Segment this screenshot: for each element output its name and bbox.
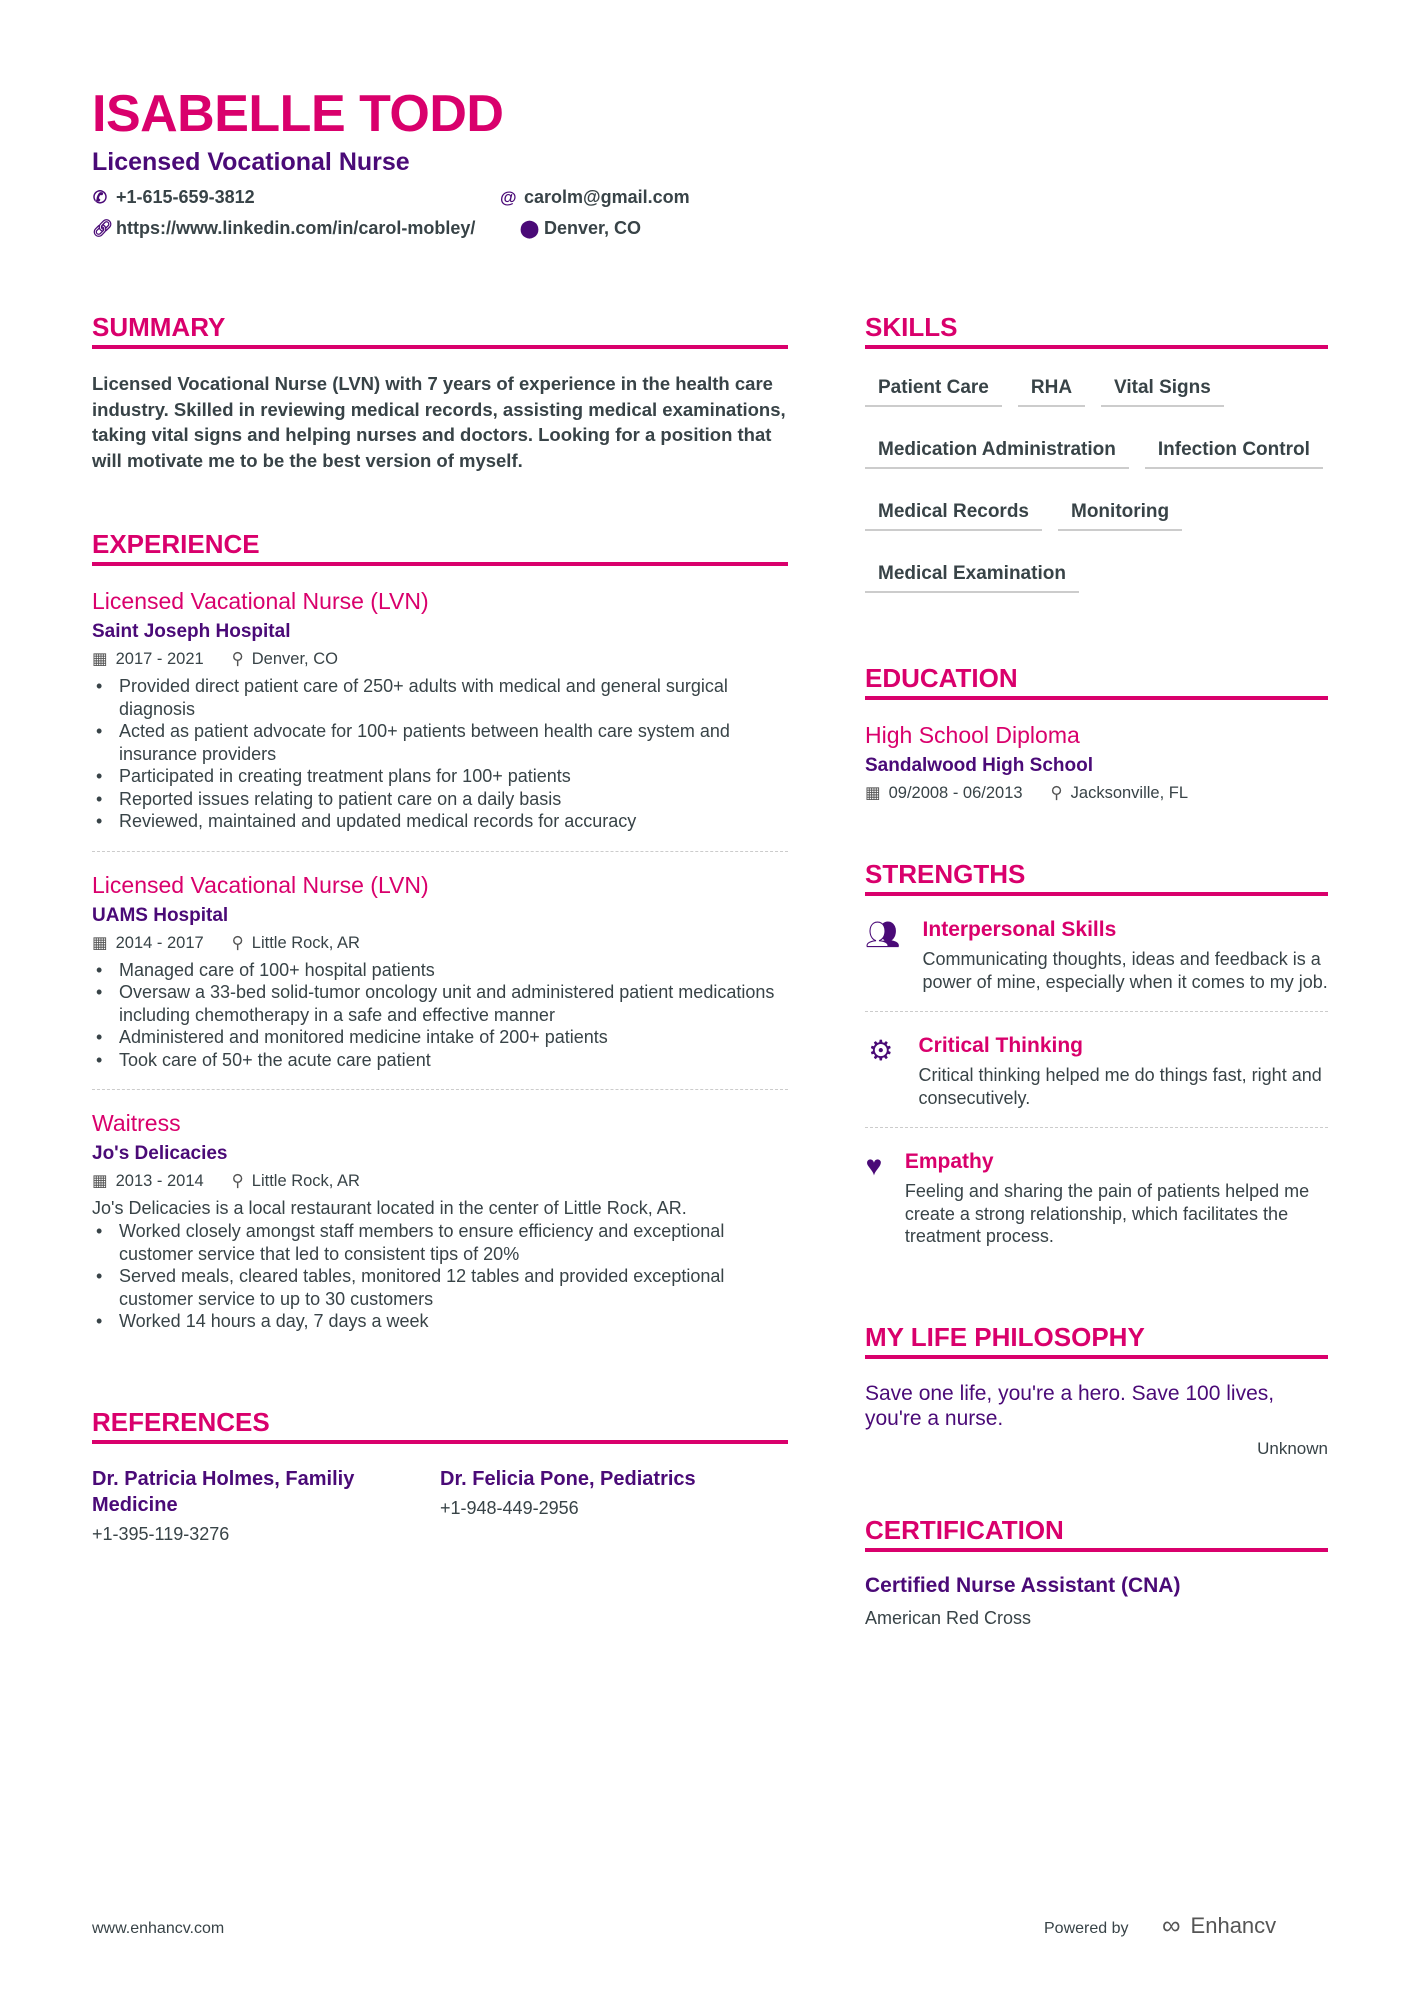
education-location: [1051, 783, 1188, 803]
section-heading: EXPERIENCE: [92, 529, 788, 566]
job-description: Jo's Delicacies is a local restaurant located in the center of Little Rock, AR.: [92, 1198, 687, 1218]
footer-powered-by: Powered by: [1044, 1920, 1129, 1937]
skill-tag: Vital Signs: [1101, 371, 1224, 407]
users-icon: 👥︎: [865, 919, 901, 950]
dates-text: 2014 - 2017: [115, 933, 204, 952]
references-section: [92, 1407, 788, 1545]
job-bullet: • Provided direct patient care of 250+ adults with medical and general surgical diagnosis: [92, 675, 788, 720]
reference-name: Dr. Patricia Holmes, Familiy Medicine: [92, 1467, 355, 1516]
degree: High School Diploma: [865, 722, 1080, 748]
email-text[interactable]: carolm@gmail.com: [524, 187, 690, 207]
strength-title: Empathy: [904, 1150, 994, 1173]
job-bullet: • Managed care of 100+ hospital patients: [92, 959, 788, 982]
section-heading: SKILLS: [865, 312, 1328, 349]
reference-item: [440, 1466, 788, 1545]
education-section: [865, 663, 1328, 803]
calendar-icon: ▦: [92, 933, 108, 952]
philosophy-quote: Save one life, you're a hero. Save 100 lives, you're a nurse.: [865, 1381, 1275, 1430]
skill-tag: Medication Administration: [865, 433, 1129, 469]
summary-section: [92, 312, 788, 473]
location-text: Denver, CO: [544, 218, 642, 238]
job-dates: [92, 1171, 204, 1191]
enhancv-logo[interactable]: [1162, 1910, 1276, 1941]
phone-icon: ✆: [92, 187, 108, 207]
skill-tag: Medical Records: [865, 495, 1042, 531]
reference-item: [92, 1466, 440, 1545]
job-title: Waitress: [92, 1110, 181, 1136]
experience-section: [92, 529, 788, 1351]
calendar-icon: ▦: [92, 1172, 108, 1190]
job-bullet: • Worked 14 hours a day, 7 days a week: [92, 1310, 788, 1333]
calendar-icon: ▦: [865, 784, 881, 802]
job-entry: [92, 588, 788, 852]
job-bullet: • Served meals, cleared tables, monitored 12 tables and provided exceptional customer service to up to 30 customers: [92, 1265, 788, 1310]
certification-issuer: American Red Cross: [865, 1607, 1032, 1628]
job-bullet: • Took care of 50+ the acute care patient: [92, 1049, 788, 1072]
location-text: Little Rock, AR: [251, 933, 360, 952]
section-heading: MY LIFE PHILOSOPHY: [865, 1322, 1328, 1359]
skills-section: [865, 312, 1328, 593]
company: UAMS Hospital: [92, 904, 229, 926]
skill-tag: Infection Control: [1145, 433, 1323, 469]
reference-phone: +1-948-449-2956: [440, 1497, 579, 1518]
location-pin-icon: ⚲: [1050, 784, 1063, 802]
strength-text: Critical thinking helped me do things fast, right and consecutively.: [918, 1065, 1322, 1108]
philosophy-author: Unknown: [1257, 1438, 1328, 1458]
skill-tag: RHA: [1018, 371, 1085, 407]
dates-text: 2017 - 2021: [115, 650, 204, 668]
phone-text: +1-615-659-3812: [116, 187, 255, 207]
company: Jo's Delicacies: [92, 1143, 228, 1164]
job-bullet: • Reported issues relating to patient care on a daily basis: [92, 788, 788, 811]
link-icon: 🔗︎: [92, 218, 114, 238]
section-heading: CERTIFICATION: [865, 1515, 1328, 1552]
education-dates: [865, 783, 1023, 803]
philosophy-section: [865, 1322, 1328, 1459]
job-location: [232, 649, 338, 669]
skill-tag: Medical Examination: [865, 557, 1079, 593]
job-bullet: • Participated in creating treatment plans for 100+ patients: [92, 765, 788, 788]
job-bullet: • Administered and monitored medicine intake of 200+ patients: [92, 1026, 788, 1049]
location-text: Little Rock, AR: [251, 1172, 360, 1190]
job-location: [232, 933, 360, 953]
job-bullet: • Acted as patient advocate for 100+ patients between health care system and insurance providers: [92, 720, 788, 765]
location-text: Denver, CO: [251, 650, 338, 668]
job-title: Licensed Vacational Nurse (LVN): [92, 871, 429, 898]
job-bullet: • Worked closely amongst staff members to ensure efficiency and exceptional customer service that led to consistent tips of 20%: [92, 1220, 788, 1265]
job-entry: [92, 1110, 788, 1351]
section-heading: SUMMARY: [92, 312, 788, 349]
gears-icon: ⚙: [868, 1035, 894, 1066]
school: Sandalwood High School: [865, 755, 1093, 776]
strength-item: [865, 1034, 1328, 1128]
strength-text: Feeling and sharing the pain of patients helped me create a strong relationship, which facilitates the treatment process.: [904, 1181, 1310, 1246]
certification-section: [865, 1515, 1328, 1629]
strength-title: Interpersonal Skills: [922, 918, 1117, 941]
job-entry: [92, 872, 788, 1091]
candidate-title: Licensed Vocational Nurse: [92, 148, 410, 176]
strength-item: [865, 918, 1328, 1012]
phone: [92, 187, 255, 208]
section-heading: EDUCATION: [865, 663, 1328, 700]
strengths-section: [865, 859, 1328, 1266]
candidate-name: ISABELLE TODD: [92, 85, 504, 143]
footer-website[interactable]: www.enhancv.com: [92, 1920, 225, 1937]
dates-text: 09/2008 - 06/2013: [888, 784, 1023, 802]
location: [520, 218, 641, 239]
company: Saint Joseph Hospital: [92, 621, 291, 642]
section-heading: REFERENCES: [92, 1407, 788, 1444]
location-text: Jacksonville, FL: [1070, 784, 1189, 802]
linkedin[interactable]: [92, 218, 475, 239]
job-bullet: • Oversaw a 33-bed solid-tumor oncology unit and administered patient medications including chemotherapy in a safe and effective manner: [92, 981, 788, 1026]
certification-name: Certified Nurse Assistant (CNA): [865, 1573, 1181, 1597]
dates-text: 2013 - 2014: [115, 1172, 204, 1190]
job-dates: [92, 649, 204, 669]
calendar-icon: ▦: [92, 650, 108, 668]
hand-heart-icon: ♥: [865, 1150, 883, 1181]
strength-title: Critical Thinking: [918, 1034, 1084, 1057]
job-bullet: • Reviewed, maintained and updated medical records for accuracy: [92, 810, 788, 833]
linkedin-text[interactable]: https://www.linkedin.com/in/carol-mobley/: [116, 218, 476, 238]
enhancv-logo-icon: ∞: [1162, 1910, 1181, 1940]
brand-text: Enhancv: [1190, 1912, 1277, 1938]
reference-phone: +1-395-119-3276: [92, 1523, 230, 1544]
location-pin-icon: ⚲: [231, 1172, 244, 1190]
location-pin-icon: ⚲: [231, 650, 244, 668]
strength-item: [865, 1150, 1328, 1266]
job-title: Licensed Vacational Nurse (LVN): [92, 588, 429, 614]
skill-tag: Patient Care: [865, 371, 1002, 407]
reference-name: Dr. Felicia Pone, Pediatrics: [440, 1467, 696, 1490]
email[interactable]: [500, 187, 690, 208]
strength-text: Communicating thoughts, ideas and feedback is a power of mine, especially when it comes to my job.: [922, 949, 1328, 992]
at-icon: @: [500, 187, 517, 207]
summary-text: Licensed Vocational Nurse (LVN) with 7 years of experience in the health care industry. Skilled in reviewing medical records, assisting medical examinations, taking vital signs and helping nurses and doctors. Looking for a position that will motivate me to be the best version of myself.: [92, 373, 786, 471]
location-pin-icon: ⚲: [231, 933, 244, 952]
location-pin-icon: ⬤: [520, 218, 540, 238]
job-location: [232, 1171, 360, 1191]
job-dates: [92, 933, 204, 953]
section-heading: STRENGTHS: [865, 859, 1328, 896]
skill-tag: Monitoring: [1058, 495, 1182, 531]
